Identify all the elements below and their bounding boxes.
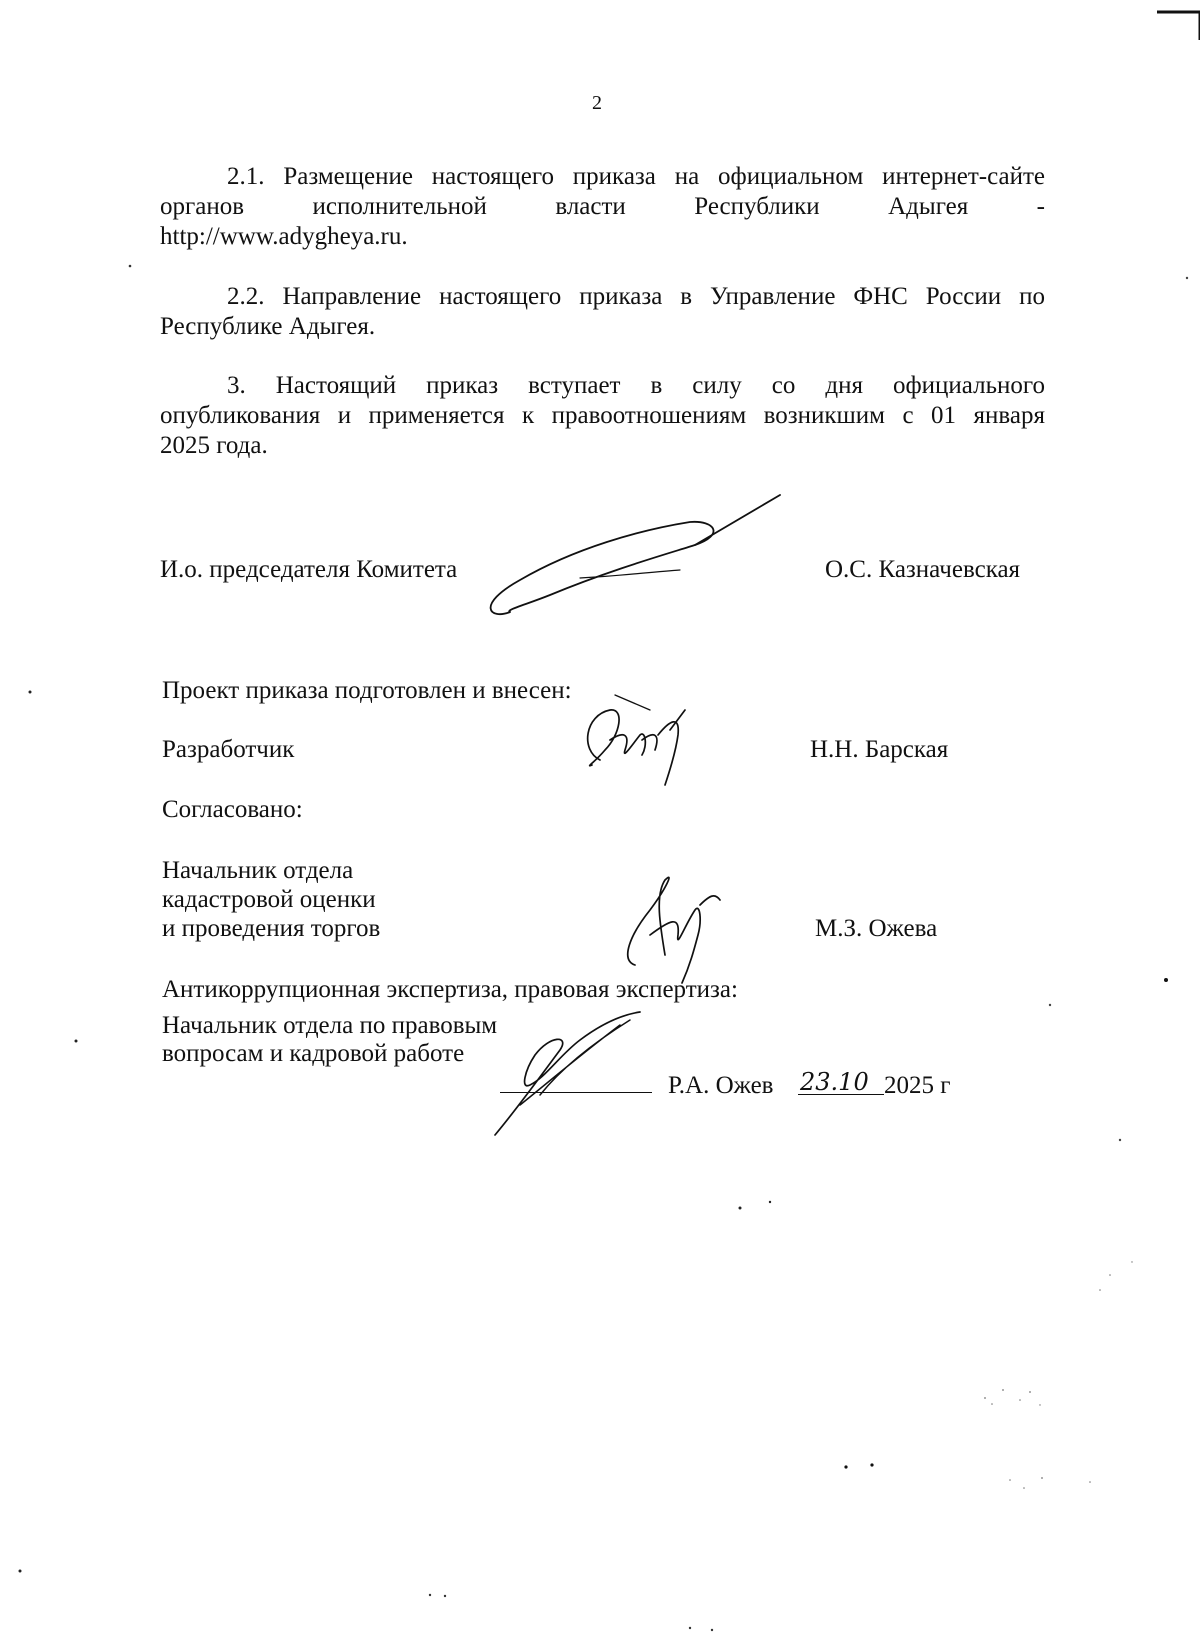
legal-head-name: Р.А. Ожев: [668, 1072, 774, 1099]
legal-signature-line: [500, 1092, 652, 1093]
dept-head-title-line-3: и проведения торгов: [162, 915, 381, 942]
dept-head-name: М.З. Ожева: [815, 915, 938, 942]
developer-name: Н.Н. Барская: [810, 736, 949, 763]
expertise-heading: Антикоррупционная экспертиза, правовая экспертиза:: [162, 976, 738, 1003]
legal-date-handwritten: 23.10: [800, 1068, 869, 1096]
paragraph-2-1-line-1: 2.1. Размещение настоящего приказа на официальном интернет-сайте: [227, 163, 1045, 190]
developer-signature: [570, 690, 720, 790]
dept-head-signature: [620, 865, 730, 985]
paragraph-2-1-line-3: http://www.adygheya.ru.: [160, 223, 408, 250]
page-number: 2: [592, 92, 602, 114]
legal-head-title-line-2: вопросам и кадровой работе: [162, 1040, 465, 1067]
paragraph-3-line-3: 2025 года.: [160, 432, 268, 459]
legal-date-year: 2025 г: [884, 1072, 951, 1099]
legal-head-title-line-1: Начальник отдела по правовым: [162, 1012, 498, 1039]
paragraph-3-line-1: 3. Настоящий приказ вступает в силу со дня официального: [227, 372, 1045, 399]
developer-title: Разработчик: [162, 736, 295, 763]
prepared-heading: Проект приказа подготовлен и внесен:: [162, 677, 572, 704]
paragraph-2-2-line-2: Республике Адыгея.: [160, 313, 376, 340]
chair-title: И.о. председателя Комитета: [160, 556, 458, 583]
paragraph-3-line-2: опубликования и применяется к правоотношениям возникшим с 01 января: [160, 402, 1045, 429]
dept-head-title-line-2: кадастровой оценки: [162, 886, 376, 913]
paragraph-2-1-line-2: органов исполнительной власти Республики Адыгея -: [160, 193, 1045, 220]
legal-head-signature: [490, 1010, 660, 1150]
agreed-heading: Согласовано:: [162, 796, 303, 823]
chair-name: О.С. Казначевская: [825, 556, 1021, 583]
chair-signature: [480, 490, 810, 630]
legal-date-underline: [798, 1094, 884, 1095]
paragraph-2-2-line-1: 2.2. Направление настоящего приказа в Управление ФНС России по: [227, 283, 1045, 310]
dept-head-title-line-1: Начальник отдела: [162, 857, 354, 884]
